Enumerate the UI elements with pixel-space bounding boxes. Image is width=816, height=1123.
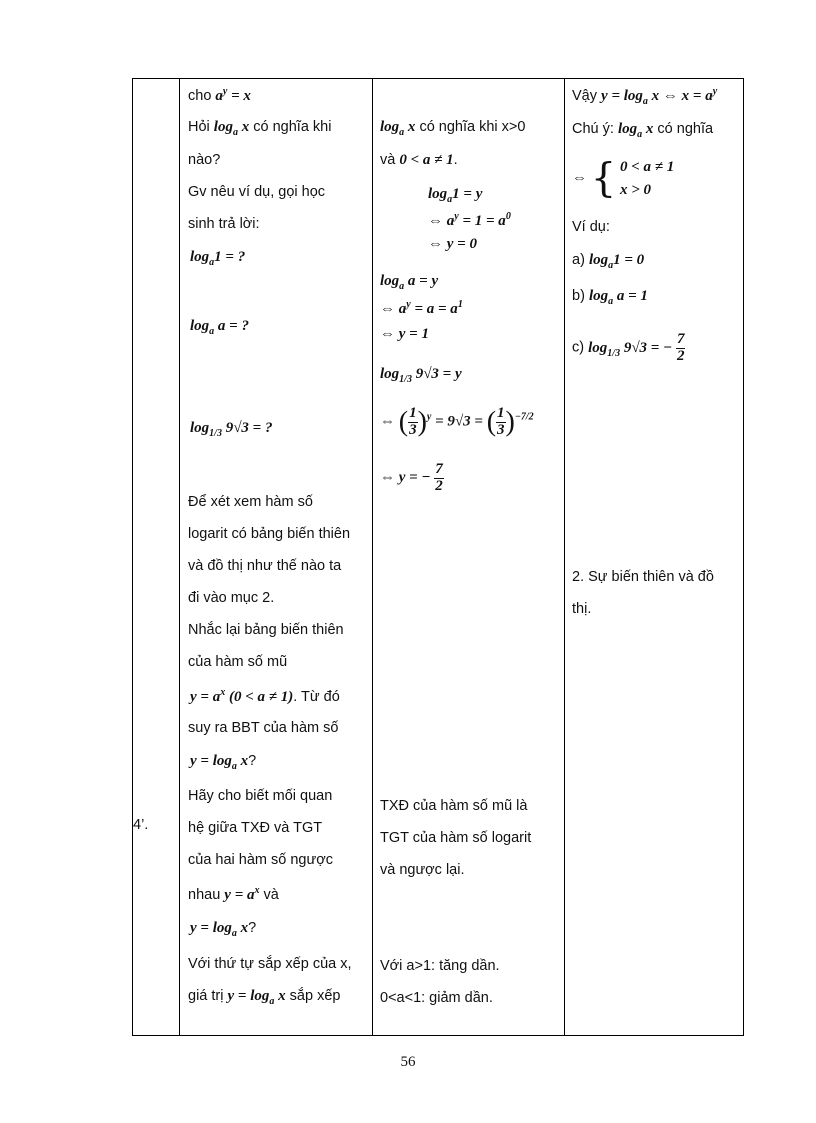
formula-system: ⇔ { 0 < a ≠ 1 x > 0	[572, 155, 675, 202]
teacher-p6: của hàm số mũ	[188, 654, 288, 670]
board-b3: Ví dụ:	[572, 219, 610, 235]
step-y-result: ⇔ y = − $\frac{7}{2}$	[380, 461, 443, 494]
board-b1: Vậy	[572, 88, 597, 104]
teacher-p1: Để xét xem hàm số	[188, 494, 313, 510]
step-log-a-1: $\log_a1 = y$	[428, 186, 483, 205]
example-c: $\log_{1/3} 9√3$ = − $\frac{7}{2}$	[588, 331, 685, 364]
page-number: 56	[400, 1054, 416, 1070]
board-ec: c)	[572, 339, 585, 356]
col-border-0	[132, 78, 133, 1036]
formula-log-a-x-2: $\log_a x$	[380, 119, 416, 138]
student-txd1: TXĐ của hàm số mũ là	[380, 798, 528, 814]
board-ea: a)	[572, 252, 585, 268]
formula-log-a-x: $\log_a x$	[213, 119, 250, 138]
student-dec: 0<a<1: giảm dần.	[380, 990, 493, 1006]
formula-definition: $y = \log_a x$ ⇔ $x = a^y$	[601, 86, 718, 107]
col-border-4	[743, 78, 744, 1036]
teacher-p5: Nhắc lại bảng biến thiên	[188, 622, 344, 638]
formula-y-log-2: $y = \log_a x$	[190, 920, 249, 939]
board-sec2a: 2. Sự biến thiên và đồ	[572, 569, 714, 585]
col-border-1	[179, 78, 180, 1036]
student-s2: và	[380, 152, 396, 168]
teacher-p12: của hai hàm số ngược	[188, 852, 333, 868]
example-a: $\log_a1 = 0$	[588, 252, 645, 271]
formula-y-ax: $y = a^x$	[224, 885, 260, 903]
teacher-line-2: Hỏi	[188, 119, 210, 135]
teacher-p14b: ?	[248, 920, 257, 936]
teacher-line-4: Gv nêu ví dụ, gọi học	[188, 184, 326, 200]
formula-exp: $y = a^x$ (0 < a ≠ 1)	[190, 687, 294, 705]
board-eb: b)	[572, 288, 585, 304]
board-sec2b: thị.	[572, 601, 592, 617]
formula-log-a-x-3: $\log_a x$	[617, 121, 654, 140]
teacher-p16b: sắp xếp	[289, 988, 341, 1004]
col-border-2	[372, 78, 373, 1036]
step-log-third: $\log_{1/3} 9√3 = y$	[380, 366, 462, 385]
example-b: $\log_a a = 1$	[588, 288, 648, 307]
formula-y-log-3: $y = \log_a x$	[227, 988, 286, 1007]
teacher-p2: logarit có bảng biến thiên	[188, 526, 351, 542]
question-log-third: $\log_{1/3} 9√3$ = ?	[190, 420, 273, 439]
teacher-p16: giá trị	[188, 988, 224, 1004]
teacher-p11: hệ giữa TXĐ và TGT	[188, 820, 323, 836]
teacher-p10: Hãy cho biết mối quan	[188, 788, 333, 804]
teacher-line-2b: có nghĩa khi	[253, 119, 332, 135]
teacher-p8: suy ra BBT của hàm số	[188, 720, 339, 736]
teacher-line-5: sinh trả lời:	[188, 216, 260, 232]
question-log-a-a: $\log_a a$ = ?	[190, 318, 249, 337]
step-a-y-1: ⇔ $a^y = 1 = a^0$	[428, 211, 511, 229]
teacher-line-1: cho	[188, 88, 212, 104]
step-y-0: ⇔ y = 0	[428, 236, 477, 252]
student-txd2: TGT của hàm số logarit	[380, 830, 532, 846]
teacher-p13: nhau	[188, 887, 221, 903]
student-txd3: và ngược lại.	[380, 862, 465, 878]
question-log-a-1: $\log_a1$ = ?	[190, 249, 246, 268]
step-y-1: ⇔ y = 1	[380, 326, 429, 342]
col-border-3	[564, 78, 565, 1036]
teacher-p4: đi vào mục 2.	[188, 590, 275, 606]
step-power-eq: ⇔ ( $\frac{1}{3}$ )$^y$ = 9√3 = ( $\frac{1}{3}$ )$^{-7/2}$	[380, 405, 534, 438]
teacher-p9b: ?	[248, 753, 257, 769]
teacher-line-3: nào?	[188, 152, 221, 168]
table-bottom-border	[132, 1035, 744, 1036]
teacher-p3: và đồ thị như thế nào ta	[188, 558, 342, 574]
student-s1b: có nghĩa khi x>0	[419, 119, 526, 135]
step-log-a-a: $\log_a a = y$	[380, 273, 439, 292]
teacher-p13b: và	[263, 887, 279, 903]
formula-condition: 0 < a ≠ 1	[399, 152, 454, 168]
time-label: 4’.	[133, 817, 149, 833]
teacher-p7b: . Từ đó	[293, 689, 340, 705]
board-b2: Chú ý:	[572, 121, 614, 137]
board-b2b: có nghĩa	[657, 121, 714, 137]
step-a-y-a: ⇔ $a^y = a = a^1$	[380, 299, 463, 317]
formula-a-pow-y: $a^y = x$	[215, 86, 251, 104]
formula-y-log: $y = \log_a x$	[190, 753, 249, 772]
teacher-p15: Với thứ tự sắp xếp của x,	[188, 956, 352, 972]
table-top-border	[132, 78, 744, 79]
student-inc: Với a>1: tăng dần.	[380, 958, 500, 974]
